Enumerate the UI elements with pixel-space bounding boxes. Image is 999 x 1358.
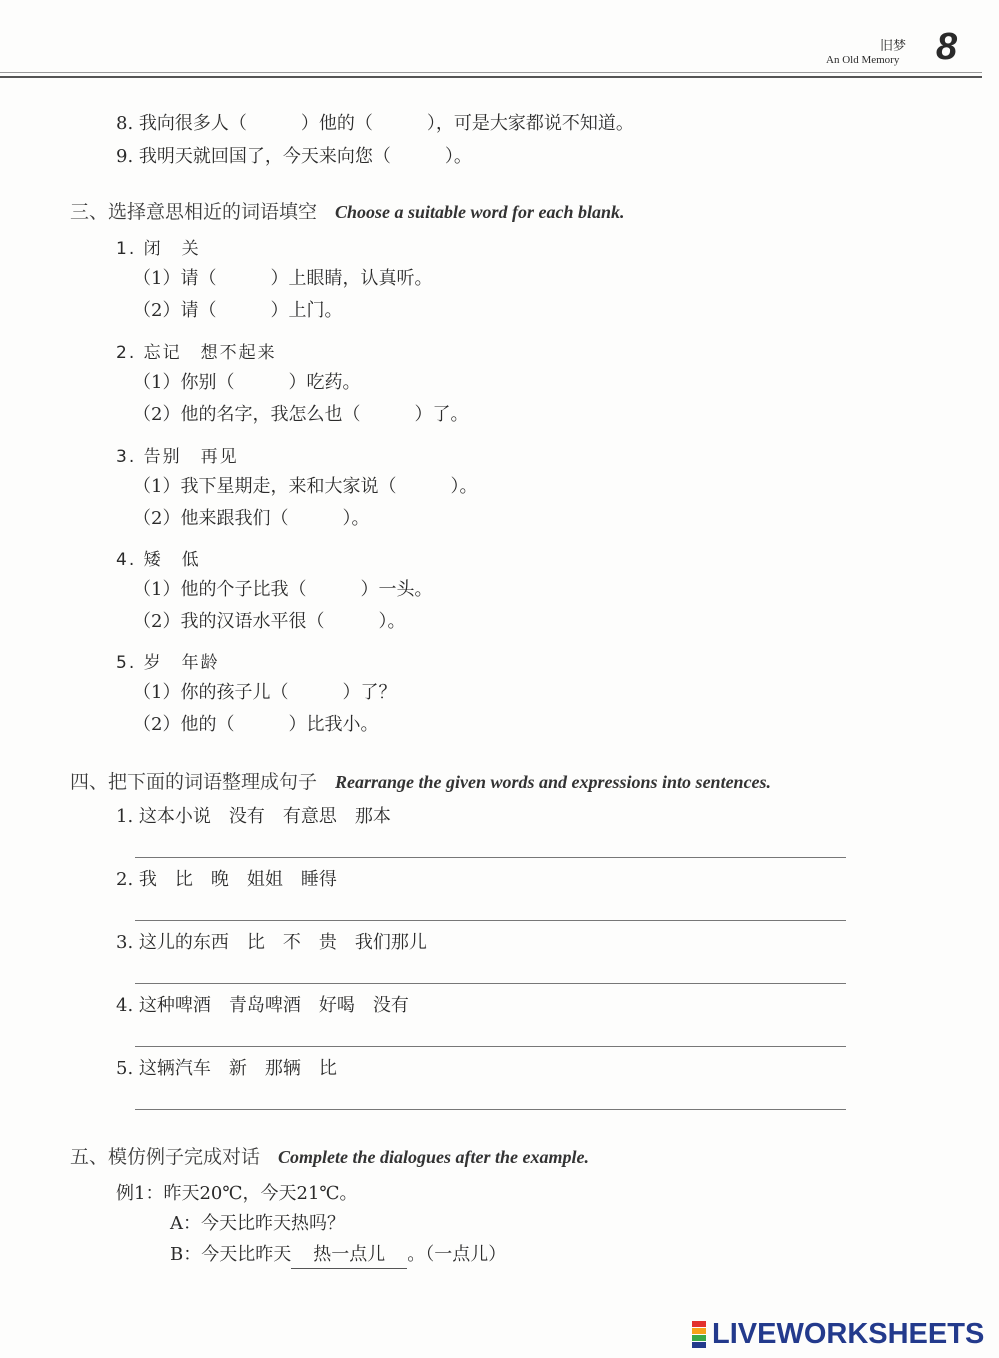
rearrange-item-1: 1. 这本小说 没有 有意思 那本 — [116, 806, 391, 827]
blank-sentence-5-2: （2）他的（ ）比我小。 — [133, 714, 379, 735]
blank-sentence-3-1: （1）我下星期走，来和大家说（ ）。 — [133, 476, 478, 497]
blank-sentence-5-1: （1）你的孩子儿（ ）了？ — [133, 682, 397, 703]
answer-line-1[interactable] — [135, 857, 846, 858]
blank-sentence-2-2: （2）他的名字，我怎么也（ ）了。 — [133, 404, 469, 425]
answer-line-4[interactable] — [135, 1046, 846, 1047]
liveworksheets-logo-icon — [692, 1321, 706, 1349]
dialogue-b-prefix: B：今天比昨天 — [170, 1244, 292, 1265]
section-5-heading — [70, 1145, 589, 1169]
blank-sentence-2-1: （1）你别（ ）吃药。 — [133, 372, 361, 393]
rearrange-item-4: 4. 这种啤酒 青岛啤酒 好喝 没有 — [116, 995, 409, 1016]
answer-line-3[interactable] — [135, 983, 846, 984]
dialogue-line-a: A：今天比昨天热吗？ — [170, 1213, 345, 1234]
section-5-title-cn: 五、模仿例子完成对话 — [70, 1146, 261, 1168]
rearrange-item-2: 2. 我 比 晚 姐姐 睡得 — [116, 869, 337, 890]
chapter-title-en: An Old Memory — [826, 54, 900, 66]
section-3-title-en: Choose a suitable word for each blank. — [335, 202, 625, 222]
question-9: 9. 我明天就回国了，今天来向您（ ）。 — [116, 146, 472, 167]
rearrange-item-5: 5. 这辆汽车 新 那辆 比 — [116, 1058, 337, 1079]
question-8: 8. 我向很多人（ ）他的（ ），可是大家都说不知道。 — [116, 113, 634, 134]
word-group-2: 2. 忘记 想不起来 — [116, 343, 277, 363]
word-group-3: 3. 告别 再见 — [116, 447, 239, 467]
blank-sentence-4-2: （2）我的汉语水平很（ ）。 — [133, 611, 406, 632]
header-divider-thin — [0, 72, 982, 73]
answer-line-5[interactable] — [135, 1109, 846, 1110]
example-label: 例1：昨天20℃，今天21℃。 — [116, 1183, 358, 1204]
section-4-title-en: Rearrange the given words and expressions into sentences. — [335, 772, 772, 792]
header-divider — [0, 76, 982, 78]
lesson-number: 8 — [936, 26, 958, 68]
blank-sentence-4-1: （1）他的个子比我（ ）一头。 — [133, 579, 433, 600]
chapter-title-cn: 旧梦 — [880, 39, 907, 54]
word-group-1: 1. 闭 关 — [116, 239, 201, 259]
example-answer: 热一点儿 — [291, 1244, 407, 1269]
liveworksheets-logo: LIVEWORKSHEETS — [712, 1318, 985, 1350]
dialogue-line-b — [170, 1244, 506, 1269]
section-4-title-cn: 四、把下面的词语整理成句子 — [70, 771, 318, 793]
blank-sentence-3-2: （2）他来跟我们（ ）。 — [133, 508, 370, 529]
word-group-5: 5. 岁 年龄 — [116, 653, 220, 673]
blank-sentence-1-1: （1）请（ ）上眼睛，认真听。 — [133, 268, 433, 289]
blank-sentence-1-2: （2）请（ ）上门。 — [133, 300, 343, 321]
section-5-title-en: Complete the dialogues after the example. — [278, 1147, 589, 1167]
section-3-title-cn: 三、选择意思相近的词语填空 — [70, 201, 318, 223]
rearrange-item-3: 3. 这儿的东西 比 不 贵 我们那儿 — [116, 932, 427, 953]
answer-line-2[interactable] — [135, 920, 846, 921]
section-3-heading — [70, 200, 625, 224]
word-group-4: 4. 矮 低 — [116, 550, 201, 570]
section-4-heading — [70, 770, 771, 794]
dialogue-b-suffix: 。（一点儿） — [407, 1244, 507, 1265]
